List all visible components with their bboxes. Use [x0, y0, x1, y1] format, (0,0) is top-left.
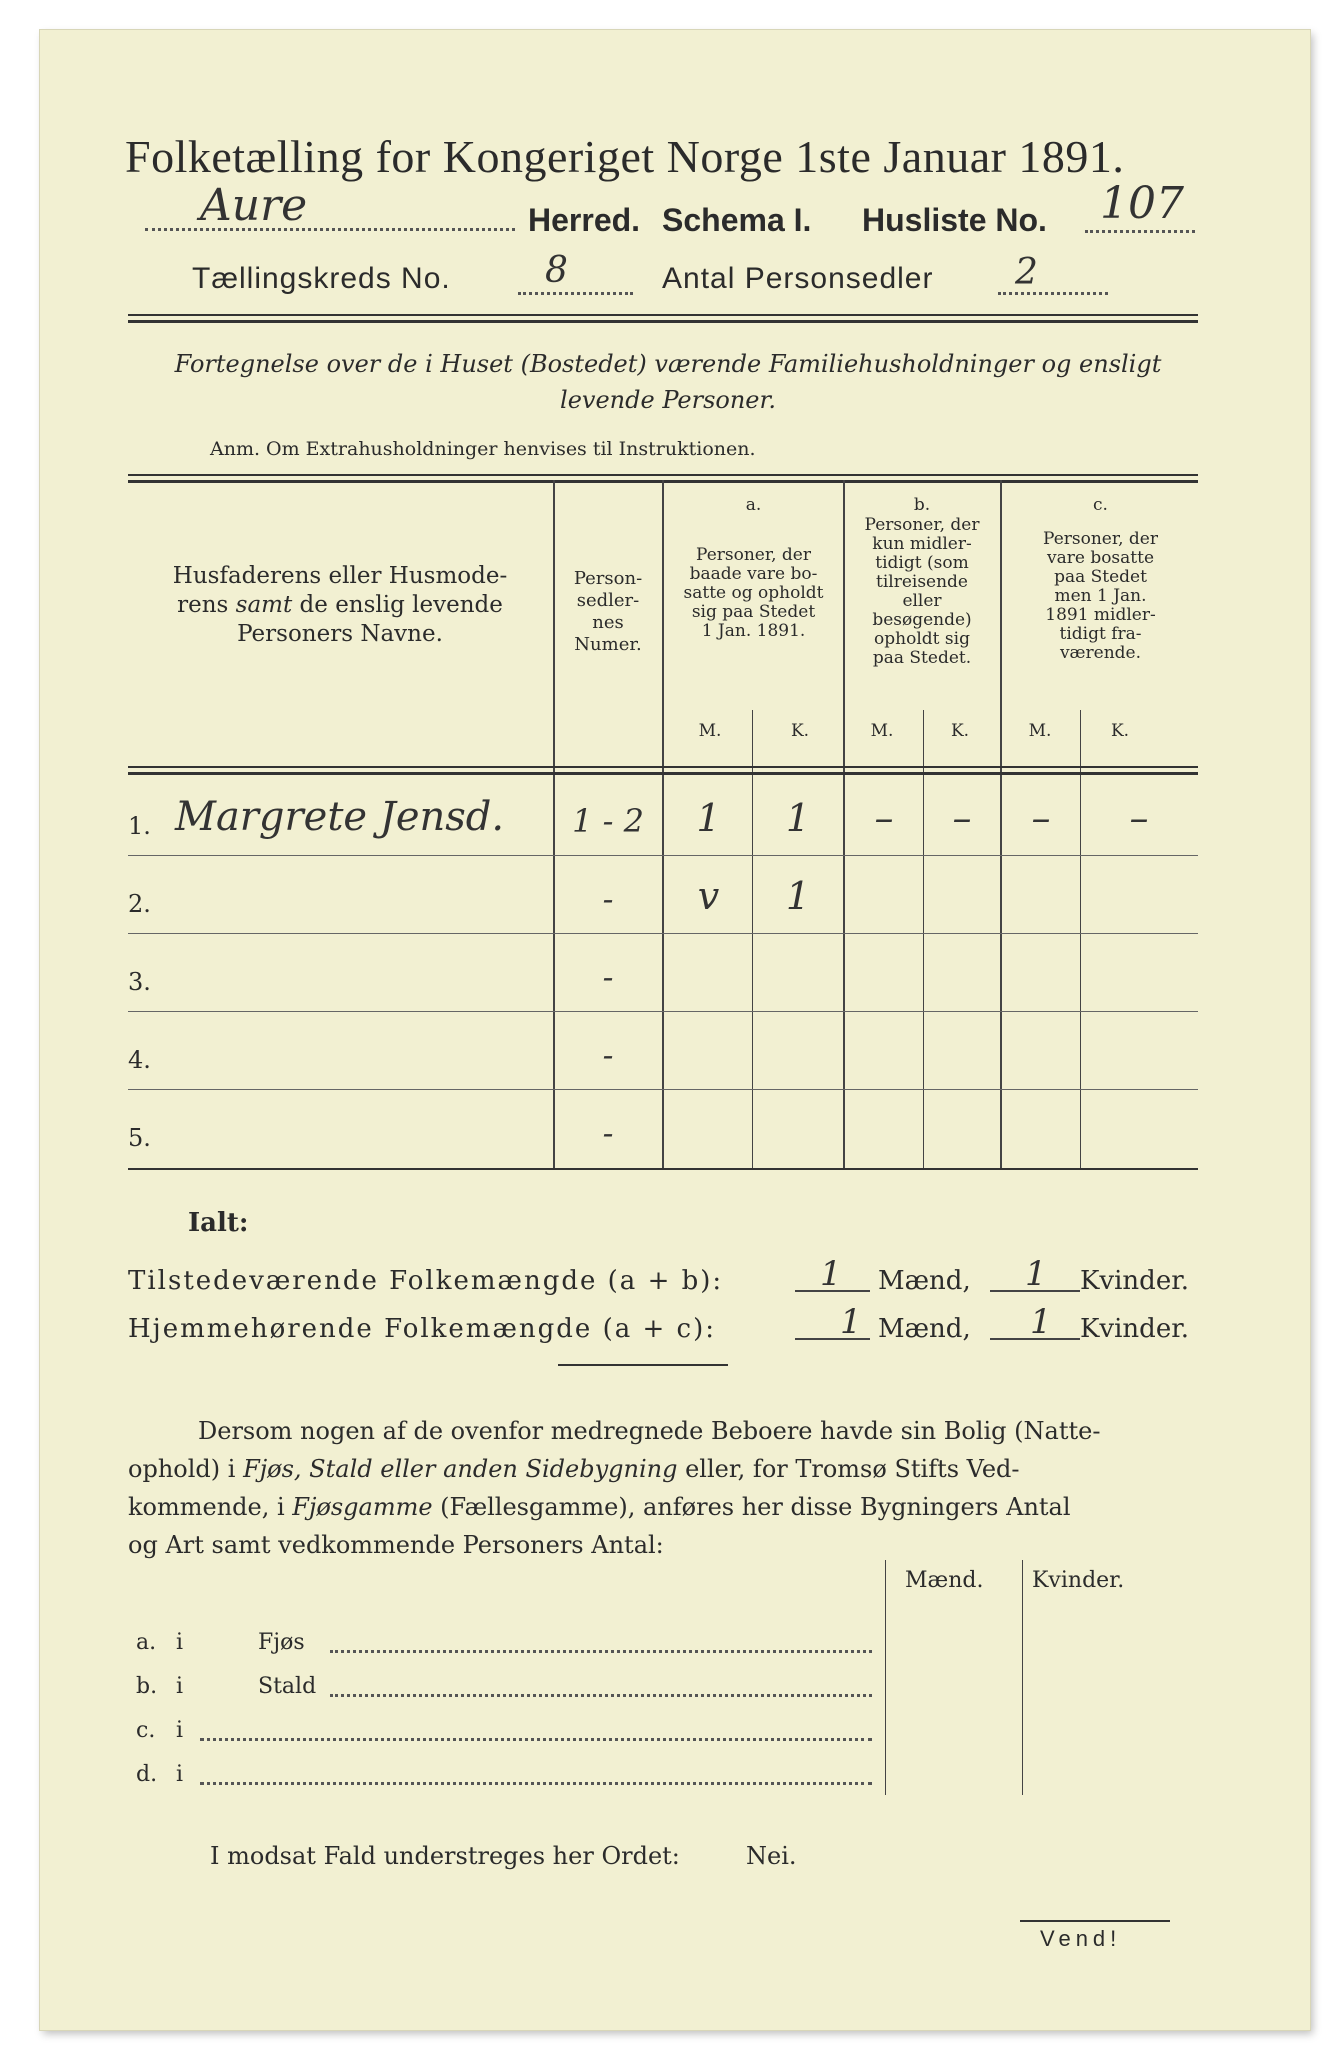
kreds-label: Tællingskreds No.: [192, 262, 451, 295]
col-b-letter: b.: [913, 495, 931, 515]
para-l3a: kommende, i: [128, 1493, 293, 1521]
table-header-rule1: [128, 766, 1198, 768]
table-rule-bottom: [128, 1168, 1198, 1170]
col-a-header: [666, 546, 841, 641]
col-num-l4: Numer.: [574, 634, 642, 655]
vend-rule: [1020, 1920, 1170, 1922]
schema-label: Schema I.: [662, 202, 812, 238]
header-rule-bottom: [128, 320, 1198, 323]
tilst-kvinder-label: Kvinder.: [1080, 1266, 1190, 1296]
buildings-col-kvinder: Kvinder.: [1032, 1568, 1125, 1593]
col-c-k-label: K.: [1110, 721, 1130, 741]
col-a-line-2: baade vare bo-: [689, 564, 818, 584]
tilst-maend-label: Mænd,: [878, 1266, 971, 1296]
para-line-3: [128, 1488, 1200, 1526]
para-line-2: [128, 1450, 1200, 1488]
antal-label: Antal Personsedler: [662, 262, 934, 295]
herred-label: Herred.: [528, 202, 641, 238]
table-row: [40, 1012, 1310, 1090]
row-person-name: Margrete Jensd.: [175, 794, 505, 840]
husliste-label: Husliste No.: [862, 202, 1047, 238]
col-num-l3: nes: [592, 612, 624, 633]
col-names-l2b: samt: [235, 592, 293, 618]
building-row-letter: d.: [136, 1762, 158, 1787]
row-number: 5.: [128, 1124, 151, 1152]
kreds-value: 8: [545, 250, 568, 291]
row-number: 4.: [128, 1046, 151, 1074]
col-b-line-3: tidigt (som: [875, 553, 969, 573]
col-b-line-4: tilreisende: [875, 572, 968, 592]
building-row: [40, 1758, 1310, 1798]
table-row: [40, 778, 1310, 856]
building-row-dotted-line: [330, 1694, 872, 1697]
col-a-m-label: M.: [698, 721, 722, 741]
col-a-k-label: K.: [790, 721, 810, 741]
col-num-l2: sedler-: [576, 590, 640, 611]
row-cell-sedler: -: [602, 1036, 614, 1074]
row-number: 3.: [128, 968, 151, 996]
col-a-line-4: sig paa Stedet: [691, 602, 816, 622]
row-cell-sedler: -: [602, 1114, 614, 1152]
col-c-line-2: vare bosatte: [1046, 548, 1155, 568]
hjem-label: Hjemmehørende Folkemængde (a + c):: [128, 1314, 716, 1344]
buildings-paragraph: [128, 1412, 1200, 1564]
table-row: [40, 1090, 1310, 1168]
col-b-k-label: K.: [950, 721, 970, 741]
building-row: [40, 1626, 1310, 1666]
building-row-dotted-line: [200, 1782, 872, 1785]
intro-line-2: levende Personer.: [560, 386, 776, 414]
col-b-line-5: eller: [902, 591, 942, 611]
row-cell-sedler: -: [602, 880, 614, 918]
col-c-line-5: 1891 midler-: [1045, 605, 1156, 625]
col-c-m-label: M.: [1028, 721, 1052, 741]
col-a-letter: a.: [745, 495, 762, 515]
col-c-header: [1003, 530, 1198, 663]
section-divider: [558, 1364, 728, 1366]
kreds-dotted-line: [518, 270, 633, 295]
col-b-line-1: Personer, der: [864, 515, 980, 535]
row-cell-a-m: 1: [696, 796, 721, 840]
building-row-i: i: [176, 1674, 184, 1699]
col-names-header: [135, 562, 545, 649]
ialt-label: Ialt:: [188, 1208, 249, 1238]
row-cell-b-m: –: [874, 796, 894, 840]
table-rule-top1: [128, 474, 1198, 476]
col-names-l2c: de enslig levende: [292, 592, 503, 618]
antal-value: 2: [1015, 252, 1038, 293]
row-number: 1.: [128, 812, 151, 840]
col-b-line-6: besøgende): [872, 610, 972, 630]
tilst-label: Tilstedeværende Folkemængde (a + b):: [128, 1266, 724, 1296]
herred-value: Aure: [200, 180, 308, 231]
form-title: Folketælling for Kongeriget Norge 1ste Januar 1891.: [125, 131, 1125, 182]
building-row-dotted-line: [330, 1650, 872, 1653]
building-row-i: i: [176, 1630, 184, 1655]
row-cell-a-k: 1: [785, 796, 811, 840]
header-rule-top: [128, 314, 1198, 316]
tilst-kvinder-value: 1: [1025, 1254, 1047, 1294]
intro-line-1: Fortegnelse over de i Huset (Bostedet) værende Familiehusholdninger og ensligt: [174, 350, 1162, 378]
husliste-value: 107: [1100, 178, 1184, 229]
row-cell-c-m: –: [1031, 796, 1051, 840]
row-cell-b-k: –: [952, 796, 972, 840]
col-c-line-4: men 1 Jan.: [1054, 586, 1147, 606]
col-num-header: [558, 568, 658, 656]
row-cell-sedler: 1 - 2: [572, 802, 644, 840]
row-cell-a-m: v: [697, 874, 720, 918]
col-a-line-1: Personer, der: [696, 545, 811, 565]
building-row-i: i: [176, 1718, 184, 1743]
buildings-col-maend: Mænd.: [905, 1568, 984, 1593]
tilst-maend-value: 1: [820, 1254, 842, 1294]
census-form-page: [40, 30, 1310, 2030]
modsat-text: I modsat Fald understreges her Ordet:: [210, 1842, 680, 1870]
col-b-line-7: opholdt sig: [874, 629, 970, 649]
nei-word: Nei.: [746, 1842, 797, 1870]
col-names-line-1: Husfaderens eller Husmode-: [172, 563, 508, 589]
col-c-letter: c.: [1093, 495, 1108, 515]
col-c-line-7: værende.: [1059, 643, 1142, 663]
building-row-letter: a.: [136, 1630, 157, 1655]
para-l2a: ophold) i: [128, 1455, 244, 1483]
building-row: [40, 1714, 1310, 1754]
hjem-maend-value: 1: [840, 1302, 862, 1342]
table-row: [40, 934, 1310, 1012]
col-b-line-8: paa Stedet.: [872, 648, 972, 668]
building-row-i: i: [176, 1762, 184, 1787]
row-number: 2.: [128, 890, 151, 918]
building-row-dotted-line: [200, 1738, 872, 1741]
para-line-4: og Art samt vedkommende Personers Antal:: [128, 1531, 664, 1559]
col-names-line-3: Personers Navne.: [237, 621, 443, 647]
table-header-rule2: [128, 772, 1198, 775]
para-l3c: (Fællesgamme), anføres her disse Bygningers Antal: [432, 1493, 1071, 1521]
anm-note: Anm. Om Extrahusholdninger henvises til Instruktionen.: [210, 438, 756, 460]
vend-label: Vend!: [1040, 1926, 1122, 1951]
col-b-m-label: M.: [870, 721, 894, 741]
col-names-line-2: [135, 591, 545, 620]
building-row-letter: c.: [136, 1718, 156, 1743]
col-a-line-5: 1 Jan. 1891.: [701, 621, 806, 641]
hjem-maend-label: Mænd,: [878, 1314, 971, 1344]
hjem-kvinder-label: Kvinder.: [1080, 1314, 1190, 1344]
row-cell-c-k: –: [1129, 796, 1149, 840]
col-c-line-6: tidigt fra-: [1059, 624, 1142, 644]
para-l2c: eller, for Tromsø Stifts Ved-: [677, 1455, 1020, 1483]
building-row: [40, 1670, 1310, 1710]
para-l3b: Fjøsgamme: [292, 1493, 433, 1521]
col-c-line-1: Personer, der: [1043, 529, 1158, 549]
col-a-line-3: satte og opholdt: [683, 583, 824, 603]
col-names-l2a: rens: [177, 592, 236, 618]
table-row: [40, 856, 1310, 934]
para-l2b: Fjøs, Stald eller anden Sidebygning: [243, 1455, 678, 1483]
col-b-header: [846, 516, 998, 668]
building-row-name: Stald: [258, 1674, 317, 1699]
building-row-letter: b.: [136, 1674, 158, 1699]
col-c-line-3: paa Stedet: [1054, 567, 1147, 587]
hjem-kvinder-value: 1: [1030, 1302, 1052, 1342]
row-cell-sedler: -: [602, 958, 614, 996]
para-line-1: Dersom nogen af de ovenfor medregnede Beboere havde sin Bolig (Natte-: [198, 1417, 1101, 1445]
building-row-name: Fjøs: [258, 1630, 305, 1655]
col-b-line-2: kun midler-: [872, 534, 972, 554]
col-num-l1: Person-: [573, 568, 643, 589]
row-cell-a-k: 1: [785, 874, 811, 918]
